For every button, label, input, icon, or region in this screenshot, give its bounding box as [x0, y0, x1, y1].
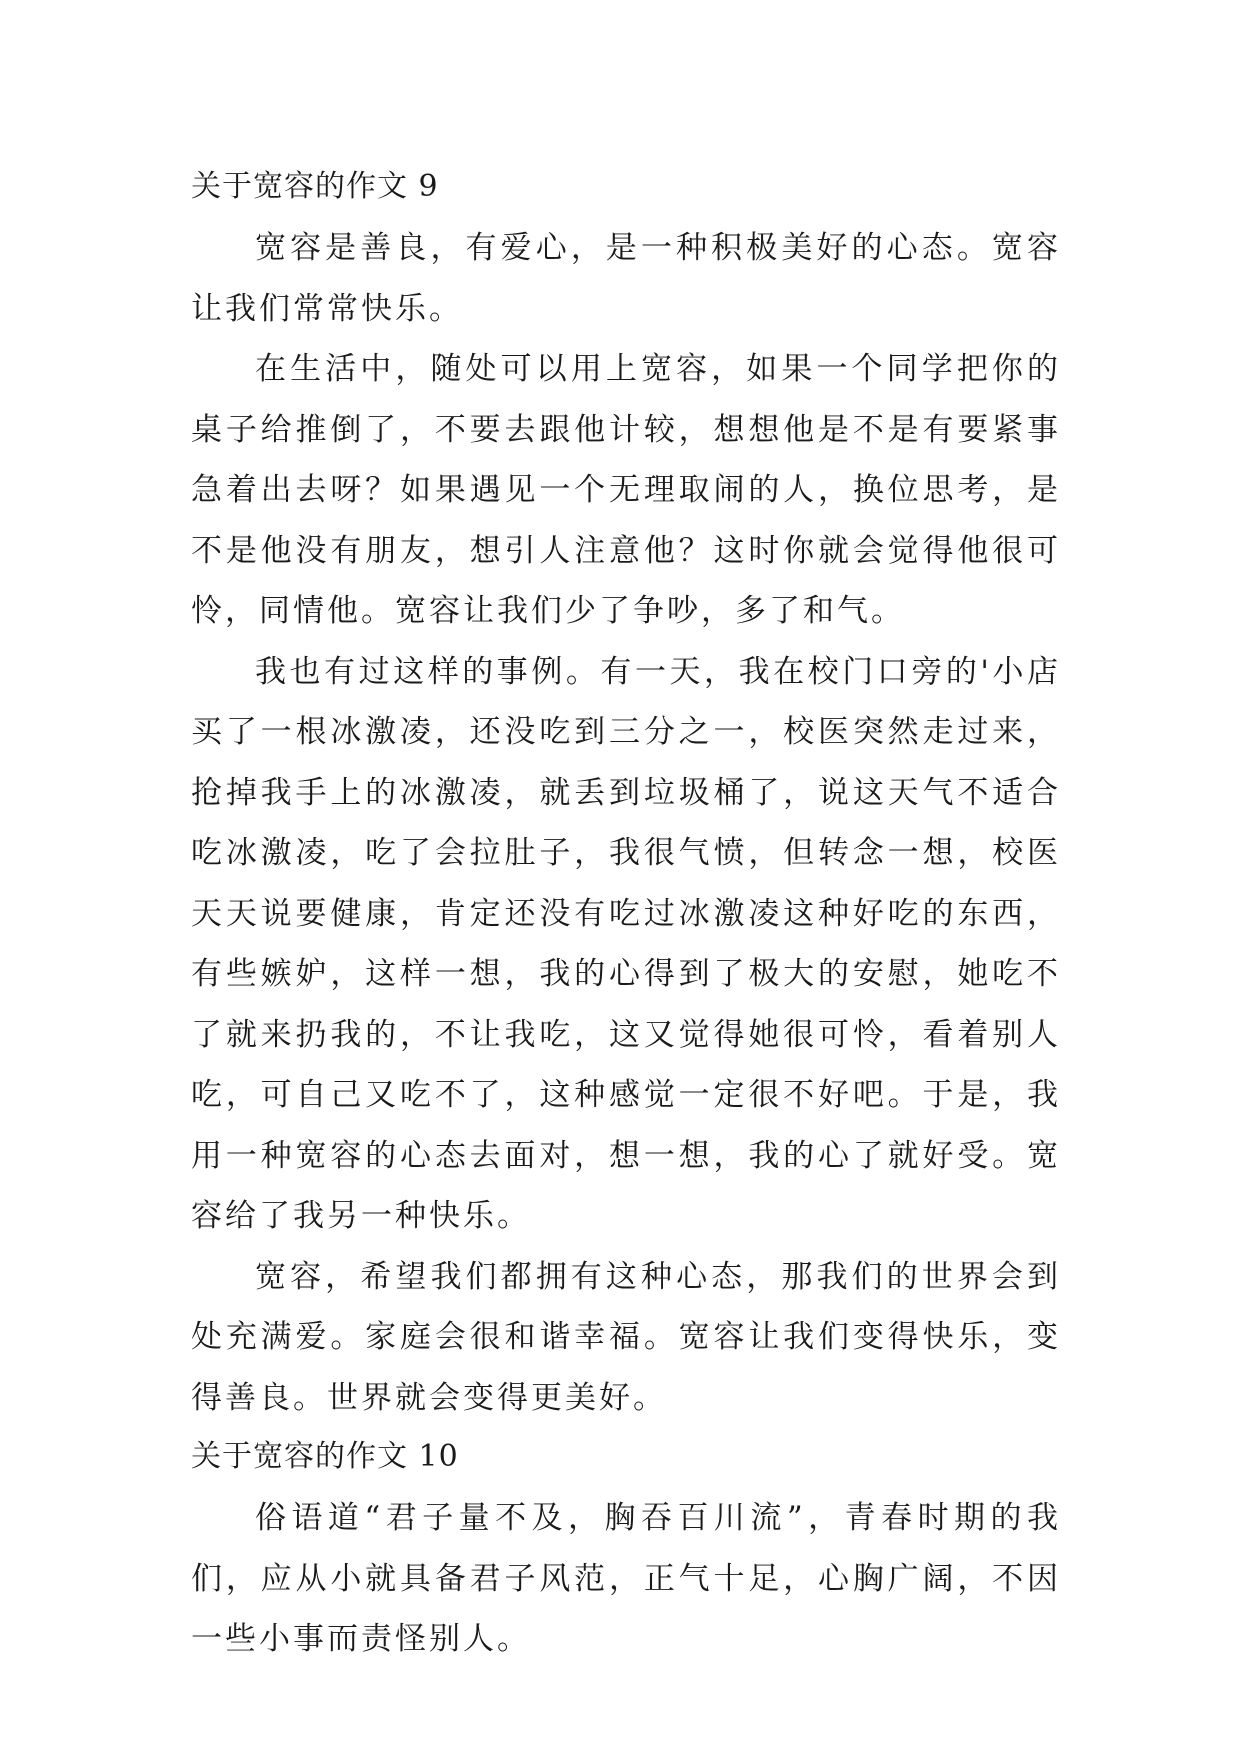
paragraph: 俗语道“君子量不及，胸吞百川流”，青春时期的我们，应从小就具备君子风范，正气十足，心胸广阔，不因一些小事而责怪别人。 [191, 1500, 1061, 1657]
paragraph: 宽容，希望我们都拥有这种心态，那我们的世界会到处充满爱。家庭会很和谐幸福。宽容让我们变得快乐，变得善良。世界就会变得更美好。 [191, 1258, 1061, 1416]
section-heading: 关于宽容的作文 10 [191, 1439, 459, 1474]
paragraph: 宽容是善良，有爱心，是一种积极美好的心态。宽容让我们常常快乐。 [191, 230, 1061, 327]
paragraph: 在生活中，随处可以用上宽容，如果一个同学把你的桌子给推倒了，不要去跟他计较，想想他是不是有要紧事急着出去呀？如果遇见一个无理取闹的人，换位思考，是不是他没有朋友，想引人注意他？这时你就会觉得他很可怜，同情他。宽容让我们少了争吵，多了和气。 [191, 351, 1061, 629]
section-heading: 关于宽容的作文 9 [191, 169, 439, 204]
document-body [191, 158, 1061, 1670]
paragraph: 我也有过这样的事例。有一天，我在校门口旁的'小店买了一根冰激凌，还没吃到三分之一，校医突然走过来，抢掉我手上的冰激凌，就丢到垃圾桶了，说这天气不适合吃冰激凌，吃了会拉肚子，我很气愤，但转念一想，校医天天说要健康，肯定还没有吃过冰激凌这种好吃的东西，有些嫉妒，这样一想，我的心得到了极大的安慰，她吃不了就来扔我的，不让我吃，这又觉得她很可怜，看着别人吃，可自己又吃不了，这种感觉一定很不好吧。于是，我用一种宽容的心态去面对，想一想，我的心了就好受。宽容给了我另一种快乐。 [191, 653, 1061, 1234]
